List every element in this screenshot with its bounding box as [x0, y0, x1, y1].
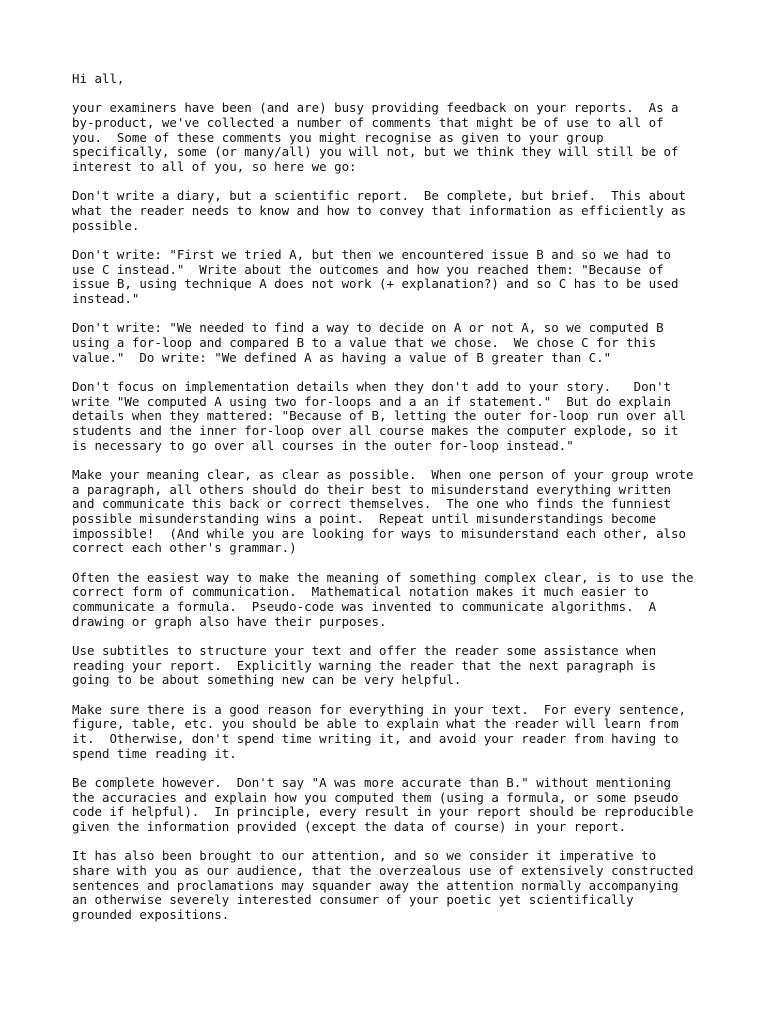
paragraph-clarity: Make your meaning clear, as clear as possible. When one person of your group wrote a paragraph, all others should do their best to misunderstand everything written and communicate this back or correct themselves. The one who finds the funniest possible misunderstanding wins a point. Repeat until misunderstandings become impossible! (And while you are looking for ways to misunderstand each other, also correct each other's grammar.) [72, 467, 694, 556]
greeting: Hi all, [72, 71, 125, 86]
paragraph-definitions: Don't write: "We needed to find a way to decide on A or not A, so we computed B using a for-loop and compared B to a value that we chose. We chose C for this value." Do write: "We defined A as having a value of B greater than C." [72, 320, 664, 365]
paragraph-implementation: Don't focus on implementation details when they don't add to your story. Don't write "We computed A using two for-loops and a an if statement." But do explain details when they mattered: "Because of B, letting the outer for-loop run over all students and the inner for-loop over all course makes the computer explode, so it is necessary to go over all courses in the outer for-loop instead." [72, 379, 687, 453]
paragraph-closing: It has also been brought to our attention, and so we consider it imperative to share with you as our audience, that the overzealous use of extensively constructed sentences and proclamations may squander away the attention normally accompanying an otherwise severely interested consumer of your poetic yet scientifically grounded expositions. [72, 848, 694, 923]
paragraph-subtitles: Use subtitles to structure your text and offer the reader some assistance when reading your report. Explicitly warning the reader that the next paragraph is going to be about something new can be very helpful. [72, 643, 657, 688]
paragraph-diary: Don't write a diary, but a scientific report. Be complete, but brief. This about what the reader needs to know and how to convey that information as efficiently as possible. [72, 188, 687, 233]
paragraph-completeness: Be complete however. Don't say "A was more accurate than B." without mentioning the accuracies and explain how you computed them (using a formula, or some pseudo code if helpful). In principle, every result in your report should be reproducible given the information provided (except the data of course) in your report. [72, 775, 694, 835]
paragraph-good-reason: Make sure there is a good reason for everything in your text. For every sentence, figure, table, etc. you should be able to explain what the reader will learn from it. Otherwise, don't spend time writing it, and avoid your reader from having to spend time reading it. [72, 701, 687, 761]
paragraph-communication-form: Often the easiest way to make the meaning of something complex clear, is to use the correct form of communication. Mathematical notation makes it much easier to communicate a formula. Pseudo-code was invented to communicate algorithms. A drawing or graph also have their purposes. [72, 569, 694, 629]
paragraph-intro: your examiners have been (and are) busy providing feedback on your reports. As a by-product, we've collected a number of comments that might be of use to all of you. Some of these comments you might recognise as given to your group specifically, some (or many/all) you will not, but we think they will still be of interest to all of you, so here we go: [72, 100, 679, 175]
document-body [72, 72, 712, 937]
paragraph-outcomes: Don't write: "First we tried A, but then we encountered issue B and so we had to use C instead." Write about the outcomes and how you reached them: "Because of issue B, using technique A does not work (+ explanation?) and so C has to be used instead." [72, 247, 679, 307]
